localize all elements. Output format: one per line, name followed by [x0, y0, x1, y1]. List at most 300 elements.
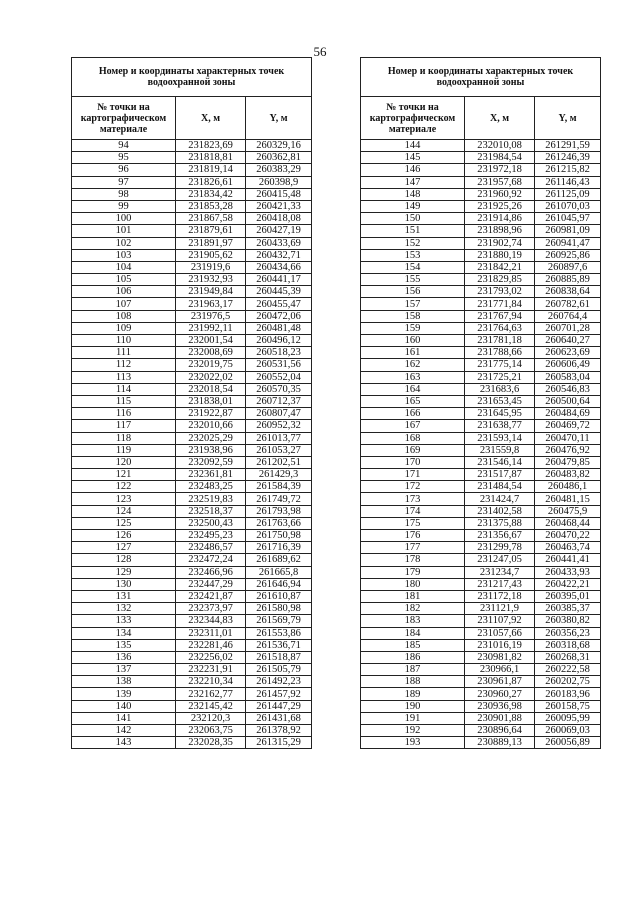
- x-coordinate-cell: 231902,74: [465, 237, 535, 249]
- y-coordinate-cell: 260268,31: [535, 651, 601, 663]
- point-number-cell: 136: [72, 651, 176, 663]
- table-row: [72, 225, 312, 237]
- point-number-cell: 142: [72, 725, 176, 737]
- point-number-cell: 175: [361, 517, 465, 529]
- x-coordinate-cell: 231546,14: [465, 456, 535, 468]
- table-row: [361, 310, 601, 322]
- table-row: [72, 286, 312, 298]
- x-coordinate-cell: 232092,59: [176, 456, 246, 468]
- x-coordinate-cell: 231559,8: [465, 444, 535, 456]
- point-number-cell: 148: [361, 188, 465, 200]
- point-number-cell: 190: [361, 700, 465, 712]
- y-coordinate-cell: 260483,82: [535, 469, 601, 481]
- table-row: [72, 335, 312, 347]
- y-coordinate-cell: 261569,79: [246, 615, 312, 627]
- table-row: [72, 639, 312, 651]
- x-coordinate-cell: 230960,27: [465, 688, 535, 700]
- column-header-x: X, м: [465, 97, 535, 140]
- table-row: [361, 651, 601, 663]
- point-number-cell: 104: [72, 261, 176, 273]
- x-coordinate-cell: 232519,83: [176, 493, 246, 505]
- y-coordinate-cell: 260640,27: [535, 335, 601, 347]
- point-number-cell: 165: [361, 395, 465, 407]
- x-coordinate-cell: 232025,29: [176, 432, 246, 444]
- y-coordinate-cell: 261053,27: [246, 444, 312, 456]
- table-row: [72, 359, 312, 371]
- x-coordinate-cell: 231775,14: [465, 359, 535, 371]
- x-coordinate-cell: 231879,61: [176, 225, 246, 237]
- point-number-cell: 179: [361, 566, 465, 578]
- table-row: [72, 530, 312, 542]
- table-row: [72, 200, 312, 212]
- point-number-cell: 96: [72, 164, 176, 176]
- point-number-cell: 111: [72, 347, 176, 359]
- y-coordinate-cell: 260475,9: [535, 505, 601, 517]
- x-coordinate-cell: 230896,64: [465, 725, 535, 737]
- point-number-cell: 160: [361, 335, 465, 347]
- y-coordinate-cell: 260981,09: [535, 225, 601, 237]
- y-coordinate-cell: 260764,4: [535, 310, 601, 322]
- y-coordinate-cell: 260952,32: [246, 420, 312, 432]
- x-coordinate-cell: 231764,63: [465, 322, 535, 334]
- y-coordinate-cell: 261610,87: [246, 590, 312, 602]
- point-number-cell: 146: [361, 164, 465, 176]
- column-header-point: № точки на картографическом материале: [72, 97, 176, 140]
- point-number-cell: 182: [361, 603, 465, 615]
- point-number-cell: 181: [361, 590, 465, 602]
- point-number-cell: 119: [72, 444, 176, 456]
- table-row: [361, 456, 601, 468]
- x-coordinate-cell: 231767,94: [465, 310, 535, 322]
- x-coordinate-cell: 232120,3: [176, 712, 246, 724]
- y-coordinate-cell: 260385,37: [535, 603, 601, 615]
- table-row: [72, 371, 312, 383]
- x-coordinate-cell: 231867,58: [176, 213, 246, 225]
- y-coordinate-cell: 261518,87: [246, 651, 312, 663]
- table-row: [72, 688, 312, 700]
- point-number-cell: 127: [72, 542, 176, 554]
- table-row: [72, 517, 312, 529]
- point-number-cell: 178: [361, 554, 465, 566]
- y-coordinate-cell: 260434,66: [246, 261, 312, 273]
- x-coordinate-cell: 231932,93: [176, 274, 246, 286]
- point-number-cell: 124: [72, 505, 176, 517]
- table-row: [361, 590, 601, 602]
- y-coordinate-cell: 261246,39: [535, 152, 601, 164]
- table-body: [72, 140, 312, 749]
- point-number-cell: 184: [361, 627, 465, 639]
- table-row: [72, 664, 312, 676]
- y-coordinate-cell: 260941,47: [535, 237, 601, 249]
- table-row: [361, 505, 601, 517]
- point-number-cell: 132: [72, 603, 176, 615]
- table-row: [361, 225, 601, 237]
- table-row: [72, 603, 312, 615]
- point-number-cell: 106: [72, 286, 176, 298]
- y-coordinate-cell: 260531,56: [246, 359, 312, 371]
- x-coordinate-cell: 232162,77: [176, 688, 246, 700]
- x-coordinate-cell: 231992,11: [176, 322, 246, 334]
- table-row: [361, 383, 601, 395]
- x-coordinate-cell: 231645,95: [465, 408, 535, 420]
- point-number-cell: 115: [72, 395, 176, 407]
- y-coordinate-cell: 260362,81: [246, 152, 312, 164]
- point-number-cell: 180: [361, 578, 465, 590]
- y-coordinate-cell: 260496,12: [246, 335, 312, 347]
- table-row: [72, 566, 312, 578]
- x-coordinate-cell: 231788,66: [465, 347, 535, 359]
- x-coordinate-cell: 231826,61: [176, 176, 246, 188]
- y-coordinate-cell: 260395,01: [535, 590, 601, 602]
- table-row: [72, 651, 312, 663]
- x-coordinate-cell: 231829,85: [465, 274, 535, 286]
- x-coordinate-cell: 231976,5: [176, 310, 246, 322]
- table-row: [361, 213, 601, 225]
- x-coordinate-cell: 231960,92: [465, 188, 535, 200]
- point-number-cell: 174: [361, 505, 465, 517]
- y-coordinate-cell: 260069,03: [535, 725, 601, 737]
- y-coordinate-cell: 260476,92: [535, 444, 601, 456]
- table-row: [361, 566, 601, 578]
- y-coordinate-cell: 261665,8: [246, 566, 312, 578]
- y-coordinate-cell: 260383,29: [246, 164, 312, 176]
- x-coordinate-cell: 231016,19: [465, 639, 535, 651]
- y-coordinate-cell: 260481,48: [246, 322, 312, 334]
- table-row: [72, 444, 312, 456]
- point-number-cell: 130: [72, 578, 176, 590]
- x-coordinate-cell: 232344,83: [176, 615, 246, 627]
- table-title: Номер и координаты характерных точек водоохранной зоны: [361, 58, 601, 97]
- x-coordinate-cell: 231172,18: [465, 590, 535, 602]
- y-coordinate-cell: 260433,93: [535, 566, 601, 578]
- x-coordinate-cell: 231984,54: [465, 152, 535, 164]
- y-coordinate-cell: 261536,71: [246, 639, 312, 651]
- point-number-cell: 159: [361, 322, 465, 334]
- y-coordinate-cell: 261793,98: [246, 505, 312, 517]
- table-row: [361, 712, 601, 724]
- y-coordinate-cell: 260329,16: [246, 140, 312, 152]
- point-number-cell: 170: [361, 456, 465, 468]
- point-number-cell: 143: [72, 737, 176, 749]
- table-row: [72, 249, 312, 261]
- y-coordinate-cell: 261492,23: [246, 676, 312, 688]
- table-row: [361, 481, 601, 493]
- y-coordinate-cell: 261646,94: [246, 578, 312, 590]
- x-coordinate-cell: 231725,21: [465, 371, 535, 383]
- y-coordinate-cell: 261580,98: [246, 603, 312, 615]
- x-coordinate-cell: 231771,84: [465, 298, 535, 310]
- x-coordinate-cell: 231972,18: [465, 164, 535, 176]
- point-number-cell: 108: [72, 310, 176, 322]
- table-row: [361, 493, 601, 505]
- y-coordinate-cell: 261749,72: [246, 493, 312, 505]
- y-coordinate-cell: 260441,17: [246, 274, 312, 286]
- x-coordinate-cell: 232001,54: [176, 335, 246, 347]
- point-number-cell: 138: [72, 676, 176, 688]
- point-number-cell: 113: [72, 371, 176, 383]
- table-row: [72, 578, 312, 590]
- y-coordinate-cell: 260421,33: [246, 200, 312, 212]
- table-row: [72, 274, 312, 286]
- table-row: [361, 664, 601, 676]
- table-row: [361, 359, 601, 371]
- table-row: [72, 213, 312, 225]
- point-number-cell: 109: [72, 322, 176, 334]
- y-coordinate-cell: 261431,68: [246, 712, 312, 724]
- y-coordinate-cell: 260056,89: [535, 737, 601, 749]
- table-row: [361, 578, 601, 590]
- table-row: [361, 530, 601, 542]
- x-coordinate-cell: 231823,69: [176, 140, 246, 152]
- point-number-cell: 117: [72, 420, 176, 432]
- point-number-cell: 149: [361, 200, 465, 212]
- y-coordinate-cell: 260427,19: [246, 225, 312, 237]
- point-number-cell: 128: [72, 554, 176, 566]
- table-row: [72, 420, 312, 432]
- table-row: [361, 737, 601, 749]
- column-header-y: Y, м: [535, 97, 601, 140]
- point-number-cell: 100: [72, 213, 176, 225]
- table-row: [361, 469, 601, 481]
- x-coordinate-cell: 231963,17: [176, 298, 246, 310]
- point-number-cell: 122: [72, 481, 176, 493]
- table-row: [72, 712, 312, 724]
- x-coordinate-cell: 232063,75: [176, 725, 246, 737]
- point-number-cell: 166: [361, 408, 465, 420]
- x-coordinate-cell: 232466,96: [176, 566, 246, 578]
- point-number-cell: 163: [361, 371, 465, 383]
- x-coordinate-cell: 231838,01: [176, 395, 246, 407]
- point-number-cell: 192: [361, 725, 465, 737]
- x-coordinate-cell: 231938,96: [176, 444, 246, 456]
- table-row: [361, 615, 601, 627]
- point-number-cell: 103: [72, 249, 176, 261]
- point-number-cell: 153: [361, 249, 465, 261]
- x-coordinate-cell: 232421,87: [176, 590, 246, 602]
- x-coordinate-cell: 231517,87: [465, 469, 535, 481]
- y-coordinate-cell: 260470,22: [535, 530, 601, 542]
- table-row: [72, 493, 312, 505]
- x-coordinate-cell: 231402,58: [465, 505, 535, 517]
- y-coordinate-cell: 260546,83: [535, 383, 601, 395]
- table-row: [72, 469, 312, 481]
- y-coordinate-cell: 260925,86: [535, 249, 601, 261]
- point-number-cell: 120: [72, 456, 176, 468]
- table-row: [361, 176, 601, 188]
- x-coordinate-cell: 232311,01: [176, 627, 246, 639]
- table-row: [72, 140, 312, 152]
- table-row: [72, 554, 312, 566]
- column-header-x: X, м: [176, 97, 246, 140]
- table-row: [361, 432, 601, 444]
- x-coordinate-cell: 232010,66: [176, 420, 246, 432]
- x-coordinate-cell: 231905,62: [176, 249, 246, 261]
- table-row: [361, 261, 601, 273]
- x-coordinate-cell: 232010,08: [465, 140, 535, 152]
- point-number-cell: 97: [72, 176, 176, 188]
- table-row: [361, 700, 601, 712]
- x-coordinate-cell: 230981,82: [465, 651, 535, 663]
- point-number-cell: 116: [72, 408, 176, 420]
- x-coordinate-cell: 231914,86: [465, 213, 535, 225]
- y-coordinate-cell: 260484,69: [535, 408, 601, 420]
- point-number-cell: 135: [72, 639, 176, 651]
- table-row: [72, 176, 312, 188]
- table-row: [361, 200, 601, 212]
- table-row: [361, 347, 601, 359]
- y-coordinate-cell: 260418,08: [246, 213, 312, 225]
- x-coordinate-cell: 231853,28: [176, 200, 246, 212]
- x-coordinate-cell: 231880,19: [465, 249, 535, 261]
- y-coordinate-cell: 261378,92: [246, 725, 312, 737]
- y-coordinate-cell: 260422,21: [535, 578, 601, 590]
- point-number-cell: 154: [361, 261, 465, 273]
- x-coordinate-cell: 231217,43: [465, 578, 535, 590]
- table-row: [361, 725, 601, 737]
- point-number-cell: 161: [361, 347, 465, 359]
- table-row: [72, 615, 312, 627]
- table-row: [361, 676, 601, 688]
- point-number-cell: 173: [361, 493, 465, 505]
- point-number-cell: 121: [72, 469, 176, 481]
- y-coordinate-cell: 260712,37: [246, 395, 312, 407]
- x-coordinate-cell: 231683,6: [465, 383, 535, 395]
- table-row: [361, 517, 601, 529]
- x-coordinate-cell: 231057,66: [465, 627, 535, 639]
- y-coordinate-cell: 260518,23: [246, 347, 312, 359]
- y-coordinate-cell: 261045,97: [535, 213, 601, 225]
- point-number-cell: 168: [361, 432, 465, 444]
- y-coordinate-cell: 260415,48: [246, 188, 312, 200]
- point-number-cell: 158: [361, 310, 465, 322]
- point-number-cell: 187: [361, 664, 465, 676]
- table-row: [72, 261, 312, 273]
- table-row: [361, 639, 601, 651]
- x-coordinate-cell: 230901,88: [465, 712, 535, 724]
- x-coordinate-cell: 230966,1: [465, 664, 535, 676]
- point-number-cell: 189: [361, 688, 465, 700]
- point-number-cell: 129: [72, 566, 176, 578]
- x-coordinate-cell: 232018,54: [176, 383, 246, 395]
- y-coordinate-cell: 260222,58: [535, 664, 601, 676]
- x-coordinate-cell: 232019,75: [176, 359, 246, 371]
- point-number-cell: 144: [361, 140, 465, 152]
- point-number-cell: 141: [72, 712, 176, 724]
- x-coordinate-cell: 231638,77: [465, 420, 535, 432]
- x-coordinate-cell: 231375,88: [465, 517, 535, 529]
- x-coordinate-cell: 231819,14: [176, 164, 246, 176]
- table-body: [361, 140, 601, 749]
- x-coordinate-cell: 232518,37: [176, 505, 246, 517]
- x-coordinate-cell: 231247,05: [465, 554, 535, 566]
- point-number-cell: 114: [72, 383, 176, 395]
- point-number-cell: 110: [72, 335, 176, 347]
- table-row: [361, 335, 601, 347]
- table-row: [72, 590, 312, 602]
- y-coordinate-cell: 261429,3: [246, 469, 312, 481]
- x-coordinate-cell: 232483,25: [176, 481, 246, 493]
- table-row: [361, 627, 601, 639]
- table-row: [361, 152, 601, 164]
- point-number-cell: 185: [361, 639, 465, 651]
- point-number-cell: 152: [361, 237, 465, 249]
- y-coordinate-cell: 260433,69: [246, 237, 312, 249]
- x-coordinate-cell: 231484,54: [465, 481, 535, 493]
- y-coordinate-cell: 260468,44: [535, 517, 601, 529]
- y-coordinate-cell: 260885,89: [535, 274, 601, 286]
- y-coordinate-cell: 261553,86: [246, 627, 312, 639]
- x-coordinate-cell: 232361,81: [176, 469, 246, 481]
- table-row: [72, 152, 312, 164]
- point-number-cell: 107: [72, 298, 176, 310]
- y-coordinate-cell: 261291,59: [535, 140, 601, 152]
- y-coordinate-cell: 260472,06: [246, 310, 312, 322]
- x-coordinate-cell: 231898,96: [465, 225, 535, 237]
- x-coordinate-cell: 231121,9: [465, 603, 535, 615]
- table-row: [72, 432, 312, 444]
- x-coordinate-cell: 232500,43: [176, 517, 246, 529]
- x-coordinate-cell: 231949,84: [176, 286, 246, 298]
- y-coordinate-cell: 260469,72: [535, 420, 601, 432]
- y-coordinate-cell: 261215,82: [535, 164, 601, 176]
- table-row: [361, 249, 601, 261]
- x-coordinate-cell: 231925,26: [465, 200, 535, 212]
- x-coordinate-cell: 232145,42: [176, 700, 246, 712]
- point-number-cell: 151: [361, 225, 465, 237]
- table-row: [361, 322, 601, 334]
- x-coordinate-cell: 231818,81: [176, 152, 246, 164]
- y-coordinate-cell: 260095,99: [535, 712, 601, 724]
- table-row: [72, 408, 312, 420]
- y-coordinate-cell: 261763,66: [246, 517, 312, 529]
- table-row: [72, 481, 312, 493]
- table-title: Номер и координаты характерных точек водоохранной зоны: [72, 58, 312, 97]
- y-coordinate-cell: 261070,03: [535, 200, 601, 212]
- y-coordinate-cell: 260500,64: [535, 395, 601, 407]
- table-row: [72, 505, 312, 517]
- table-row: [72, 310, 312, 322]
- table-row: [361, 237, 601, 249]
- point-number-cell: 102: [72, 237, 176, 249]
- table-row: [361, 395, 601, 407]
- point-number-cell: 126: [72, 530, 176, 542]
- y-coordinate-cell: 260463,74: [535, 542, 601, 554]
- point-number-cell: 162: [361, 359, 465, 371]
- y-coordinate-cell: 261716,39: [246, 542, 312, 554]
- x-coordinate-cell: 232028,35: [176, 737, 246, 749]
- y-coordinate-cell: 260782,61: [535, 298, 601, 310]
- y-coordinate-cell: 261750,98: [246, 530, 312, 542]
- table-row: [361, 603, 601, 615]
- table-row: [361, 274, 601, 286]
- page-number: 56: [313, 44, 327, 59]
- y-coordinate-cell: 260318,68: [535, 639, 601, 651]
- table-row: [72, 542, 312, 554]
- point-number-cell: 169: [361, 444, 465, 456]
- x-coordinate-cell: 232231,91: [176, 664, 246, 676]
- x-coordinate-cell: 231107,92: [465, 615, 535, 627]
- x-coordinate-cell: 231424,7: [465, 493, 535, 505]
- point-number-cell: 150: [361, 213, 465, 225]
- point-number-cell: 131: [72, 590, 176, 602]
- x-coordinate-cell: 231834,42: [176, 188, 246, 200]
- x-coordinate-cell: 231842,21: [465, 261, 535, 273]
- x-coordinate-cell: 231593,14: [465, 432, 535, 444]
- point-number-cell: 171: [361, 469, 465, 481]
- x-coordinate-cell: 231957,68: [465, 176, 535, 188]
- x-coordinate-cell: 231793,02: [465, 286, 535, 298]
- table-row: [72, 627, 312, 639]
